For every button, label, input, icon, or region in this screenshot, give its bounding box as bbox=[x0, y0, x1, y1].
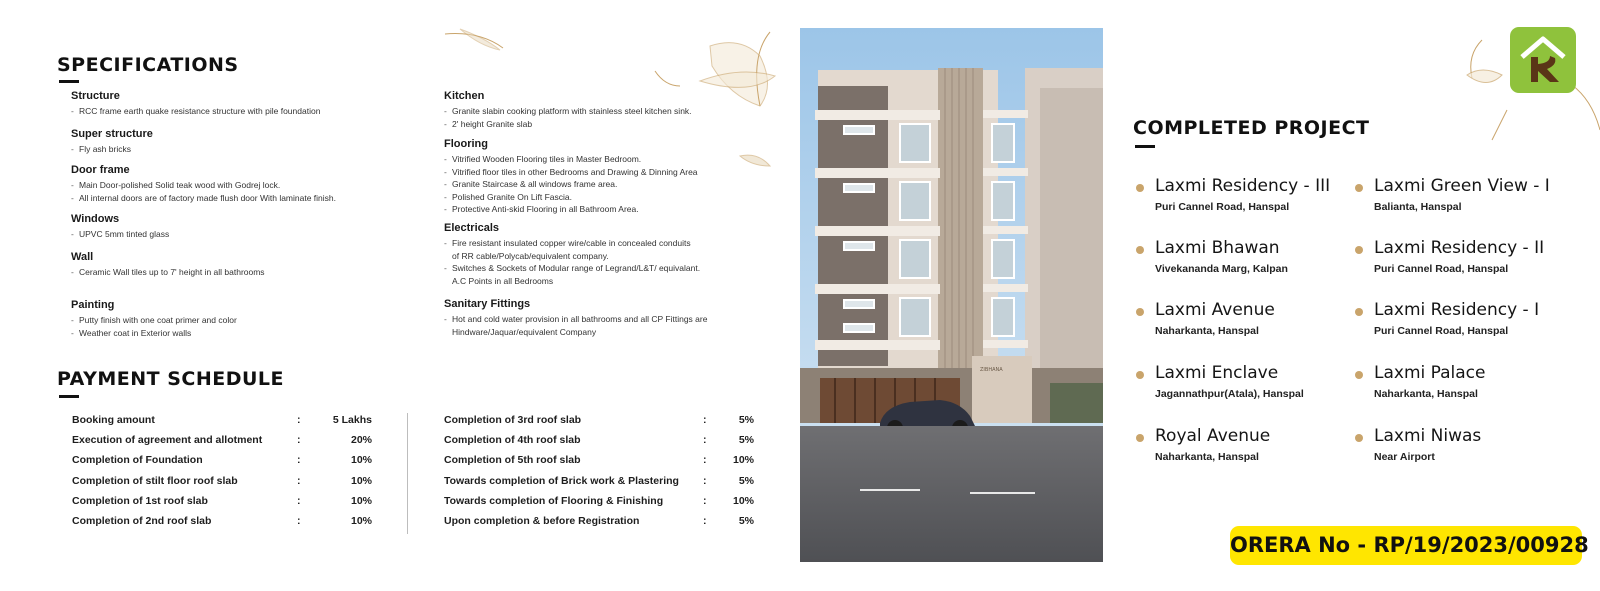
project-name: Laxmi Avenue bbox=[1155, 300, 1275, 320]
project-name: Laxmi Residency - III bbox=[1155, 176, 1331, 196]
payment-label: Towards completion of Flooring & Finishing bbox=[444, 495, 664, 507]
payment-row bbox=[72, 414, 372, 428]
spec-item: - RCC frame earth quake resistance structure with pile foundation bbox=[71, 105, 431, 118]
payment-row bbox=[72, 454, 372, 468]
payment-row bbox=[444, 515, 754, 529]
project-name: Royal Avenue bbox=[1155, 426, 1271, 446]
payment-value: 10% bbox=[732, 454, 754, 466]
project-name: Laxmi Enclave bbox=[1155, 363, 1279, 383]
payment-separator: : bbox=[297, 495, 301, 507]
payment-value: 10% bbox=[350, 515, 372, 527]
payment-row bbox=[444, 475, 754, 489]
bullet-dot-icon bbox=[1136, 246, 1144, 254]
payment-schedule-title: PAYMENT SCHEDULE bbox=[57, 368, 284, 390]
spec-item: - UPVC 5mm tinted glass bbox=[71, 228, 431, 241]
spec-block bbox=[71, 128, 431, 156]
project-location: Puri Cannel Road, Hanspal bbox=[1374, 325, 1509, 337]
spec-item: - Granite Staircase & all windows frame area. bbox=[444, 178, 804, 191]
payment-label: Execution of agreement and allotment bbox=[72, 434, 263, 446]
bullet-dot-icon bbox=[1355, 246, 1363, 254]
project-location: Vivekananda Marg, Kalpan bbox=[1155, 263, 1288, 275]
spec-item: - Weather coat in Exterior walls bbox=[71, 327, 431, 340]
payment-separator: : bbox=[703, 434, 707, 446]
spec-item: of RR cable/Polycab/equivalent company. bbox=[452, 250, 609, 261]
rera-number-badge: ORERA No - RP/19/2023/00928 bbox=[1230, 526, 1582, 565]
bullet-dot-icon bbox=[1355, 434, 1363, 442]
project-location: Puri Cannel Road, Hanspal bbox=[1155, 201, 1290, 213]
payment-value: 20% bbox=[350, 434, 372, 446]
payment-label: Booking amount bbox=[72, 414, 155, 426]
project-location: Balianta, Hanspal bbox=[1374, 201, 1462, 213]
bullet-dot-icon bbox=[1355, 308, 1363, 316]
payment-value: 10% bbox=[350, 495, 372, 507]
spec-heading: Structure bbox=[71, 90, 120, 102]
payment-value: 5% bbox=[738, 434, 754, 446]
spec-block bbox=[71, 299, 431, 339]
spec-item: - Main Door-polished Solid teak wood with Godrej lock. bbox=[71, 179, 431, 192]
payment-separator: : bbox=[297, 515, 301, 527]
spec-heading: Sanitary Fittings bbox=[444, 298, 531, 310]
spec-item: - All internal doors are of factory made flush door With laminate finish. bbox=[71, 192, 431, 205]
project-location: Naharkanta, Hanspal bbox=[1155, 325, 1259, 337]
spec-item: - Hot and cold water provision in all bathrooms and all CP Fittings are bbox=[444, 313, 804, 326]
payment-row bbox=[72, 434, 372, 448]
spec-item: A.C Points in all Bedrooms bbox=[452, 275, 554, 286]
payment-separator: : bbox=[703, 515, 707, 527]
bullet-dot-icon bbox=[1136, 371, 1144, 379]
company-logo bbox=[1510, 27, 1576, 93]
project-name: Laxmi Residency - I bbox=[1374, 300, 1540, 320]
project-location: Naharkanta, Hanspal bbox=[1374, 388, 1478, 400]
spec-block bbox=[444, 222, 804, 287]
payment-separator: : bbox=[297, 434, 301, 446]
spec-item: - Putty finish with one coat primer and color bbox=[71, 314, 431, 327]
payment-separator: : bbox=[297, 475, 301, 487]
title-underline bbox=[1135, 145, 1155, 148]
payment-label: Completion of 5th roof slab bbox=[444, 454, 581, 466]
spec-block bbox=[71, 251, 431, 279]
payment-separator: : bbox=[297, 414, 301, 426]
project-location: Near Airport bbox=[1374, 451, 1435, 463]
spec-item: - Granite slabin cooking platform with stainless steel kitchen sink. bbox=[444, 105, 804, 118]
specifications-title: SPECIFICATIONS bbox=[57, 54, 239, 76]
spec-heading: Wall bbox=[71, 251, 94, 263]
payment-row bbox=[444, 414, 754, 428]
payment-value: 5% bbox=[738, 515, 754, 527]
spec-block bbox=[444, 298, 804, 338]
building-sign: ZIBHANA bbox=[980, 367, 1003, 373]
spec-item: - Fire resistant insulated copper wire/cable in concealed conduits bbox=[444, 237, 804, 250]
spec-item: - Ceramic Wall tiles up to 7' height in all bathrooms bbox=[71, 266, 431, 279]
spec-heading: Super structure bbox=[71, 128, 153, 140]
spec-block bbox=[71, 90, 431, 118]
spec-item: - Vitrified floor tiles in other Bedrooms and Drawing & Dinning Area bbox=[444, 166, 804, 179]
spec-heading: Kitchen bbox=[444, 90, 485, 102]
spec-heading: Door frame bbox=[71, 164, 130, 176]
payment-label: Towards completion of Brick work & Plastering bbox=[444, 475, 679, 487]
spec-item: - Protective Anti-skid Flooring in all Bathroom Area. bbox=[444, 203, 804, 216]
spec-item: - Vitrified Wooden Flooring tiles in Master Bedroom. bbox=[444, 153, 804, 166]
payment-separator: : bbox=[297, 454, 301, 466]
project-location: Puri Cannel Road, Hanspal bbox=[1374, 263, 1509, 275]
bullet-dot-icon bbox=[1136, 308, 1144, 316]
payment-row bbox=[72, 515, 372, 529]
payment-separator: : bbox=[703, 475, 707, 487]
spec-item: - Switches & Sockets of Modular range of Legrand/L&T/ equivalant. bbox=[444, 262, 804, 275]
spec-block bbox=[444, 90, 804, 130]
project-name: Laxmi Niwas bbox=[1374, 426, 1482, 446]
payment-label: Completion of 4th roof slab bbox=[444, 434, 581, 446]
title-underline bbox=[59, 80, 79, 83]
payment-value: 5% bbox=[738, 475, 754, 487]
building-photo bbox=[800, 28, 1103, 562]
payment-value: 10% bbox=[732, 495, 754, 507]
payment-separator: : bbox=[703, 495, 707, 507]
spec-item: - 2' height Granite slab bbox=[444, 118, 804, 131]
title-underline bbox=[59, 395, 79, 398]
payment-label: Completion of 3rd roof slab bbox=[444, 414, 582, 426]
completed-project-title: COMPLETED PROJECT bbox=[1133, 117, 1370, 139]
payment-label: Upon completion & before Registration bbox=[444, 515, 640, 527]
project-name: Laxmi Residency - II bbox=[1374, 238, 1545, 258]
spec-heading: Painting bbox=[71, 299, 115, 311]
project-name: Laxmi Bhawan bbox=[1155, 238, 1280, 258]
bullet-dot-icon bbox=[1136, 184, 1144, 192]
payment-row bbox=[444, 434, 754, 448]
spec-item: Hindware/Jaquar/equivalent Company bbox=[452, 326, 597, 337]
payment-row bbox=[72, 495, 372, 509]
payment-separator: : bbox=[703, 414, 707, 426]
payment-divider bbox=[407, 413, 408, 534]
payment-row bbox=[444, 454, 754, 468]
payment-label: Completion of stilt floor roof slab bbox=[72, 475, 238, 487]
payment-value: 10% bbox=[350, 475, 372, 487]
bullet-dot-icon bbox=[1355, 184, 1363, 192]
spec-block bbox=[444, 138, 804, 216]
spec-heading: Flooring bbox=[444, 138, 488, 150]
payment-value: 10% bbox=[350, 454, 372, 466]
payment-label: Completion of 2nd roof slab bbox=[72, 515, 212, 527]
spec-block bbox=[71, 164, 431, 204]
spec-item: - Polished Granite On Lift Fascia. bbox=[444, 191, 804, 204]
project-location: Jagannathpur(Atala), Hanspal bbox=[1155, 388, 1304, 400]
bullet-dot-icon bbox=[1136, 434, 1144, 442]
payment-row bbox=[72, 475, 372, 489]
spec-heading: Windows bbox=[71, 213, 120, 225]
home-logo-icon bbox=[1510, 27, 1576, 93]
payment-value: 5 Lakhs bbox=[332, 414, 372, 426]
payment-label: Completion of 1st roof slab bbox=[72, 495, 208, 507]
project-name: Laxmi Green View - I bbox=[1374, 176, 1550, 196]
payment-separator: : bbox=[703, 454, 707, 466]
project-location: Naharkanta, Hanspal bbox=[1155, 451, 1259, 463]
spec-item: - Fly ash bricks bbox=[71, 143, 431, 156]
payment-label: Completion of Foundation bbox=[72, 454, 203, 466]
payment-row bbox=[444, 495, 754, 509]
spec-block bbox=[71, 213, 431, 241]
bullet-dot-icon bbox=[1355, 371, 1363, 379]
payment-value: 5% bbox=[738, 414, 754, 426]
project-name: Laxmi Palace bbox=[1374, 363, 1486, 383]
spec-heading: Electricals bbox=[444, 222, 500, 234]
